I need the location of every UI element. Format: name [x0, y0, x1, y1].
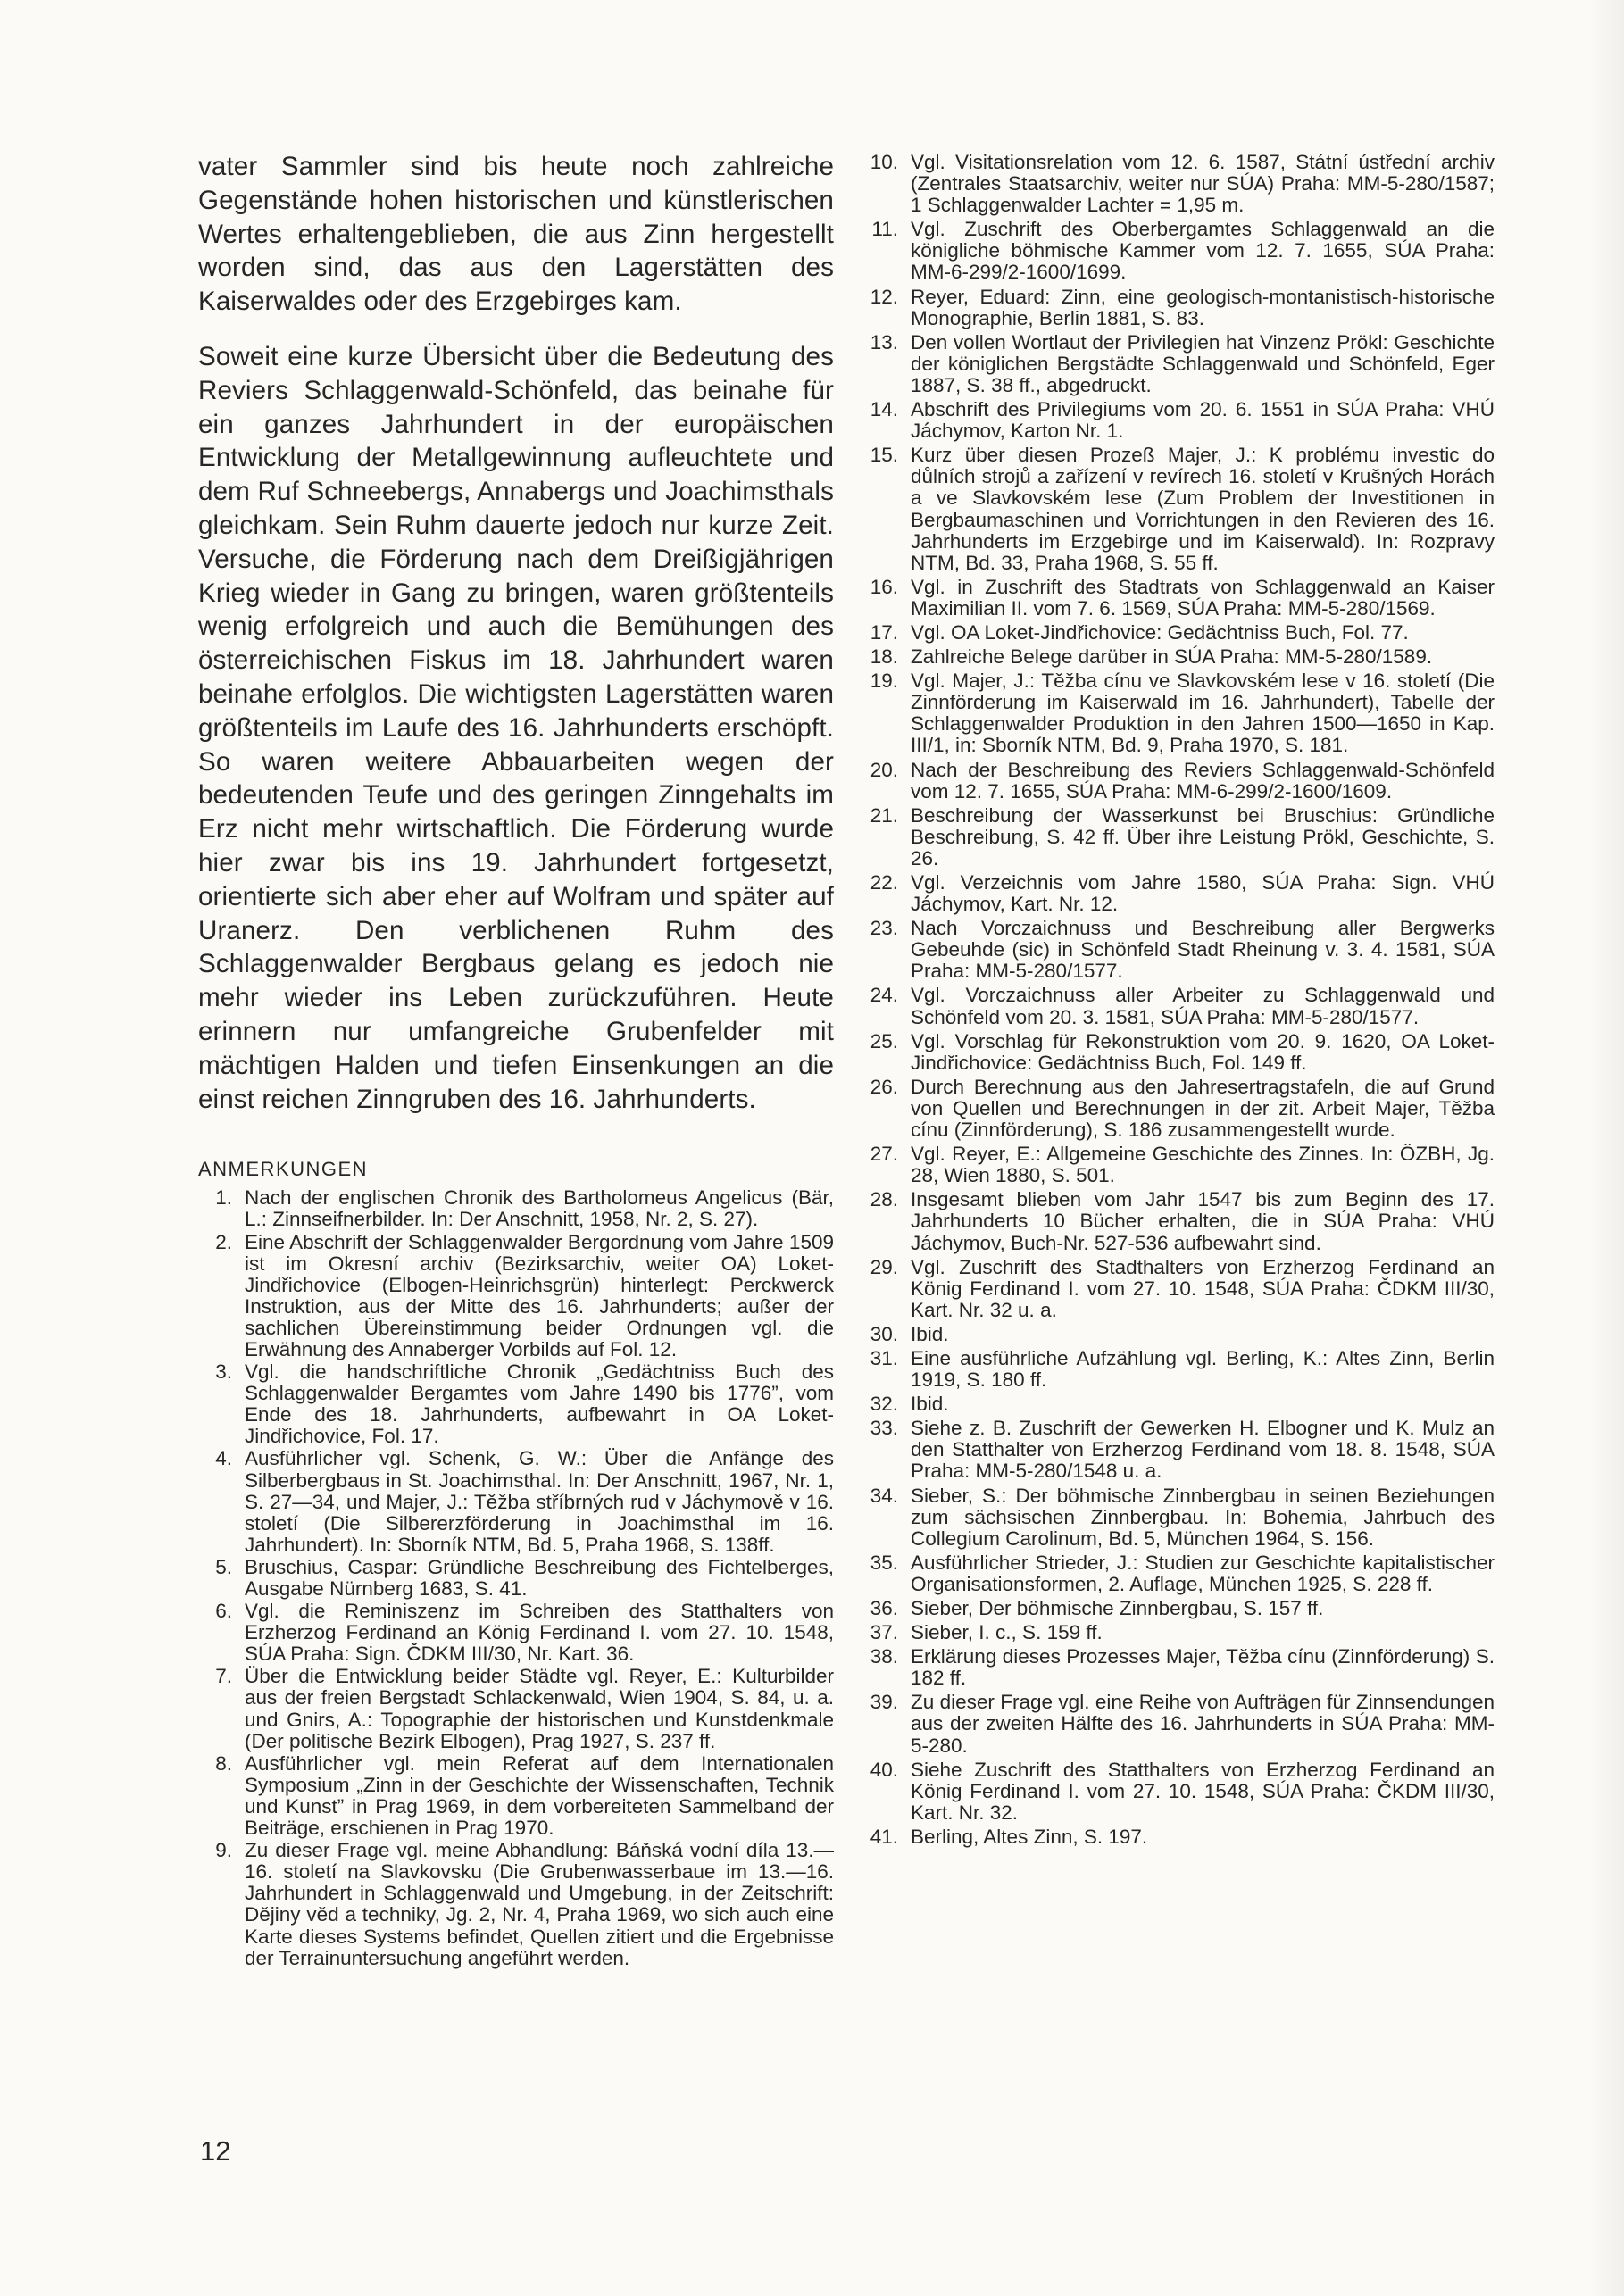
body-text: [198, 150, 834, 1116]
footnote-number: 15.: [870, 444, 898, 467]
footnote-text: Reyer, Eduard: Zinn, eine geologisch-montanistisch-historische Monographie, Berlin 1881, S. 83.: [911, 285, 1495, 329]
footnote-number: 39.: [870, 1691, 898, 1714]
footnote-text: Vgl. OA Loket-Jindřichovice: Gedächtniss Buch, Fol. 77.: [911, 620, 1409, 644]
footnote-text: Eine Abschrift der Schlaggenwalder Bergordnung vom Jahre 1509 ist im Okresní archiv (Bezirksarchiv, weiter OA) Loket-Jindřichovice (Elbogen-Heinrichsgrün) hinterlegt: Perckwerck Instruktion, aus der Mitte des 16. Jahrhunderts; außer der sachlichen Übereinstimmung beider Ordnungen vgl. die Erwähnung des Annaberger Vorbilds auf Fol. 12.: [245, 1230, 834, 1360]
footnote-number: 20.: [870, 758, 898, 781]
footnote-text: Ibid.: [911, 1393, 949, 1416]
footnote-number: 34.: [870, 1484, 898, 1507]
footnote-item: [859, 1622, 1495, 1643]
footnote-number: 2.: [215, 1230, 232, 1253]
footnote-number: 38.: [870, 1645, 898, 1668]
footnote-item: [859, 1189, 1495, 1253]
footnote-item: [198, 1361, 834, 1447]
footnote-item: [859, 1692, 1495, 1756]
footnote-item: [859, 1257, 1495, 1321]
footnote-number: 31.: [870, 1346, 898, 1369]
footnote-text: Vgl. Reyer, E.: Allgemeine Geschichte des Zinnes. In: ÖZBH, Jg. 28, Wien 1880, S. 501.: [911, 1143, 1495, 1187]
footnote-text: Erklärung dieses Prozesses Majer, Těžba cínu (Zinnförderung) S. 182 ff.: [911, 1645, 1495, 1690]
footnote-text: Kurz über diesen Prozeß Majer, J.: K problému investic do důlních strojů a zařízení v revírech 16. století v Krušných Horách a ve Slavkovském lese (Zum Problem der Investitionen in Bergbaumaschinen und Vorrichtungen in den Revieren des 16. Jahrhunderts im Erzgebirge und im Kaiserwald). In: Rozpravy NTM, Bd. 33, Praha 1968, S. 55 ff.: [911, 444, 1495, 574]
footnote-item: [859, 332, 1495, 396]
footnote-number: 1.: [215, 1186, 232, 1210]
footnote-number: 29.: [870, 1255, 898, 1278]
footnote-item: [859, 918, 1495, 982]
footnote-item: [198, 1557, 834, 1600]
footnote-item: [859, 622, 1495, 644]
footnote-number: 3.: [215, 1360, 232, 1384]
footnote-text: Insgesamt blieben vom Jahr 1547 bis zum Beginn des 17. Jahrhunderts 10 Bücher erhalten, die in SÚA Praha: VHÚ Jáchymov, Buch-Nr. 527-536 aufbewahrt sind.: [911, 1188, 1495, 1254]
footnote-item: [859, 985, 1495, 1027]
footnote-number: 18.: [870, 645, 898, 669]
footnote-item: [859, 805, 1495, 869]
footnote-text: Vgl. Zuschrift des Oberbergamtes Schlaggenwald an die königliche böhmische Kammer vom 12. 7. 1655, SÚA Praha: MM-6-299/2-1600/1699.: [911, 218, 1495, 284]
footnote-text: Nach Vorczaichnuss und Beschreibung aller Bergwerks Gebeuhde (sic) in Schönfeld Stadt Rheinung v. 3. 4. 1581, SÚA Praha: MM-5-280/1577.: [911, 917, 1495, 983]
footnote-number: 21.: [870, 803, 898, 827]
footnote-item: [859, 287, 1495, 329]
footnote-text: Abschrift des Privilegiums vom 20. 6. 1551 in SÚA Praha: VHÚ Jáchymov, Karton Nr. 1.: [911, 398, 1495, 443]
footnote-item: [198, 1232, 834, 1361]
footnote-text: Zahlreiche Belege darüber in SÚA Praha: MM-5-280/1589.: [911, 645, 1433, 669]
footnote-text: Eine ausführliche Aufzählung vgl. Berling, K.: Altes Zinn, Berlin 1919, S. 180 ff.: [911, 1346, 1495, 1392]
notes-list-right: [859, 152, 1495, 1848]
footnote-number: 4.: [215, 1447, 232, 1470]
footnote-item: [859, 1646, 1495, 1689]
footnote-number: 14.: [870, 398, 898, 421]
footnote-number: 8.: [215, 1751, 232, 1775]
footnote-number: 17.: [870, 620, 898, 644]
footnote-number: 28.: [870, 1188, 898, 1211]
footnote-text: Vgl. Vorschlag für Rekonstruktion vom 20. 9. 1620, OA Loket-Jindřichovice: Gedächtniss Buch, Fol. 149 ff.: [911, 1029, 1495, 1074]
footnote-item: [198, 1840, 834, 1969]
footnote-number: 13.: [870, 330, 898, 354]
footnote-text: Ausführlicher Strieder, J.: Studien zur Geschichte kapitalistischer Organisationsformen, 2. Auflage, München 1925, S. 228 ff.: [911, 1551, 1495, 1595]
footnote-item: [859, 872, 1495, 915]
footnote-number: 36.: [870, 1597, 898, 1619]
footnote-number: 33.: [870, 1417, 898, 1440]
footnote-text: Vgl. Majer, J.: Těžba cínu ve Slavkovském lese v 16. století (Die Zinnförderung im Kaiserwald im 16. Jahrhundert), Tabelle der Schlaggenwalder Produktion in den Jahren 1500—1650 in Kap. III/1, in: Sborník NTM, Bd. 9, Praha 1970, S. 181.: [911, 670, 1495, 757]
footnote-text: Ibid.: [911, 1322, 949, 1345]
notes-list-left: [198, 1187, 834, 1968]
footnote-item: [859, 1826, 1495, 1848]
footnote-item: [859, 219, 1495, 283]
footnote-item: [859, 152, 1495, 216]
footnote-number: 10.: [870, 151, 898, 173]
footnote-item: [859, 1598, 1495, 1619]
footnote-item: [198, 1187, 834, 1230]
footnote-text: Sieber, S.: Der böhmische Zinnbergbau in seinen Beziehungen zum sächsischen Zinnbergbau. In: Bohemia, Jahrbuch des Collegium Carolinum, Bd. 5, München 1964, S. 156.: [911, 1484, 1495, 1550]
page-number: 12: [200, 2135, 231, 2167]
footnote-number: 5.: [215, 1555, 232, 1578]
left-column: [198, 150, 834, 1970]
footnote-item: [859, 646, 1495, 668]
footnote-text: Ausführlicher vgl. mein Referat auf dem Internationalen Symposium „Zinn in der Geschichte der Wissenschaften, Technik und Kunst” in Prag 1969, in dem vorbereiteten Sammelband der Beiträge, erschienen in Prag 1970.: [245, 1751, 834, 1840]
footnote-text: Vgl. Verzeichnis vom Jahre 1580, SÚA Praha: Sign. VHÚ Jáchymov, Kart. Nr. 12.: [911, 871, 1495, 916]
footnote-text: Berling, Altes Zinn, S. 197.: [911, 1825, 1148, 1848]
footnote-item: [859, 399, 1495, 442]
footnote-text: Zu dieser Frage vgl. meine Abhandlung: Báňská vodní díla 13.—16. století na Slavkovsku (Die Grubenwasserbaue im 13.—16. Jahrhundert in Schlaggenwald und Umgebung, in der Zeitschrift: Dějiny věd a techniky, Jg. 2, Nr. 4, Praha 1969, wo sich auch eine Karte dieses Systems befindet, Quellen zitiert und die Ergebnisse der Terrainuntersuchung angeführt werden.: [245, 1839, 834, 1969]
footnote-text: Durch Berechnung aus den Jahresertragstafeln, die auf Grund von Quellen und Berechnungen in der zit. Arbeit Majer, Těžba cínu (Zinnförderung), S. 186 zusammengestellt wurde.: [911, 1075, 1495, 1142]
footnote-number: 7.: [215, 1665, 232, 1688]
footnote-number: 30.: [870, 1322, 898, 1345]
footnote-text: Vgl. Visitationsrelation vom 12. 6. 1587, Státní ústřední archiv (Zentrales Staatsarchiv, weiter nur SÚA) Praha: MM-5-280/1587; 1 Schlaggenwalder Lachter = 1,95 m.: [911, 151, 1495, 217]
footnote-item: [198, 1666, 834, 1751]
footnote-number: 35.: [870, 1551, 898, 1574]
right-column: [859, 152, 1495, 1851]
footnote-number: 12.: [870, 285, 898, 308]
footnote-number: 19.: [870, 670, 898, 693]
footnote-number: 16.: [870, 575, 898, 598]
footnote-text: Ausführlicher vgl. Schenk, G. W.: Über die Anfänge des Silberbergbaus in St. Joachimsthal. In: Der Anschnitt, 1967, Nr. 1, S. 27—34, und Majer, J.: Těžba stříbrných rud v Jáchymově v 16. století (Die Silbererzförderung in Joachimsthal im 16. Jahrhundert). In: Sborník NTM, Bd. 5, Praha 1968, S. 138ff.: [245, 1447, 834, 1556]
footnote-number: 37.: [870, 1621, 898, 1644]
footnote-number: 6.: [215, 1600, 232, 1623]
footnote-text: Siehe Zuschrift des Statthalters von Erzherzog Ferdinand an König Ferdinand I. vom 27. 10. 1548, SÚA Praha: ČKDM III/30, Kart. Nr. 32.: [911, 1758, 1495, 1824]
footnote-number: 9.: [215, 1839, 232, 1862]
footnote-item: [859, 445, 1495, 574]
footnote-number: 26.: [870, 1075, 898, 1098]
anmerkungen-heading: ANMERKUNGEN: [198, 1158, 369, 1181]
footnote-item: [198, 1448, 834, 1555]
footnote-text: Über die Entwicklung beider Städte vgl. Reyer, E.: Kulturbilder aus der freien Bergstadt Schlackenwald, Wien 1904, S. 84, u. a. und Gnirs, A.: Topographie der historischen und Kunstdenkmale (Der politische Bezirk Elbogen), Prag 1927, S. 237 ff.: [245, 1665, 834, 1752]
footnote-item: [859, 1144, 1495, 1186]
body-paragraph-1: vater Sammler sind bis heute noch zahlreiche Gegenstände hohen historischen und künstlerischen Wertes erhaltengeblieben, die aus Zinn hergestellt worden sind, das aus den Lagerstätten des Kaiserwaldes oder des Erzgebirges kam.: [198, 152, 834, 317]
footnote-text: Bruschius, Caspar: Gründliche Beschreibung des Fichtelberges, Ausgabe Nürnberg 1683, S. 41.: [245, 1555, 834, 1600]
footnote-item: [859, 1552, 1495, 1595]
footnote-item: [859, 1348, 1495, 1391]
page-edge-shadow: [1588, 0, 1624, 2296]
body-paragraph-2: Soweit eine kurze Übersicht über die Bedeutung des Reviers Schlaggenwald-Schönfeld, das beinahe für ein ganzes Jahrhundert in der europäischen Entwicklung der Metallgewinnung aufleuchtete und dem Ruf Schneebergs, Annabergs und Joachimsthals gleichkam. Sein Ruhm dauerte jedoch nur kurze Zeit. Versuche, die Förderung nach dem Dreißigjährigen Krieg wieder in Gang zu bringen, waren größtenteils wenig erfolgreich und auch die Bemühungen des österreichischen Fiskus im 18. Jahrhundert waren beinahe erfolglos. Die wichtigsten Lagerstätten waren größtenteils im Laufe des 16. Jahrhunderts erschöpft. So waren weitere Abbauarbeiten wegen der bedeutenden Teufe und des geringen Zinngehalts im Erz nicht mehr wirtschaftlich. Die Förderung wurde hier zwar bis ins 19. Jahrhundert fortgesetzt, orientierte sich aber eher auf Wolfram und später auf Uranerz. Den verblichenen Ruhm des Schlaggenwalder Bergbaus gelang es jedoch nie mehr wieder ins Leben zurückzuführen. Heute erinnern nur umfangreiche Grubenfelder mit mächtigen Halden und tiefen Einsenkungen an die einst reichen Zinngruben des 16. Jahrhunderts.: [198, 341, 834, 1114]
footnote-text: Nach der englischen Chronik des Bartholomeus Angelicus (Bär, L.: Zinnseifnerbilder. In: Der Anschnitt, 1958, Nr. 2, S. 27).: [245, 1186, 834, 1231]
footnote-item: [859, 1759, 1495, 1824]
footnote-item: [859, 760, 1495, 803]
footnote-text: Beschreibung der Wasserkunst bei Bruschius: Gründliche Beschreibung, S. 42 ff. Über ihre Leistung Prökl, Geschichte, S. 26.: [911, 803, 1495, 869]
footnote-item: [859, 1485, 1495, 1550]
footnote-text: Vgl. die Reminiszenz im Schreiben des Statthalters von Erzherzog Ferdinand an König Ferdinand I. vom 27. 10. 1548, SÚA Praha: Sign. ČDKM III/30, Nr. Kart. 36.: [245, 1600, 834, 1666]
footnote-text: Vgl. Zuschrift des Stadthalters von Erzherzog Ferdinand an König Ferdinand I. vom 27. 10. 1548, SÚA Praha: ČDKM III/30, Kart. Nr. 32 u. a.: [911, 1255, 1495, 1321]
footnote-number: 22.: [870, 871, 898, 894]
footnote-number: 41.: [870, 1825, 898, 1848]
footnote-item: [198, 1753, 834, 1839]
footnote-number: 40.: [870, 1758, 898, 1781]
footnote-item: [859, 1077, 1495, 1141]
footnote-item: [859, 670, 1495, 756]
footnote-number: 25.: [870, 1029, 898, 1052]
footnote-number: 24.: [870, 984, 898, 1007]
footnote-item: [859, 1031, 1495, 1074]
footnote-text: Vgl. die handschriftliche Chronik „Gedächtniss Buch des Schlaggenwalder Bergamtes vom Jahre 1490 bis 1776”, vom Ende des 18. Jahrhunderts, aufbewahrt in OA Loket-Jindřichovice, Fol. 17.: [245, 1360, 834, 1448]
footnote-item: [859, 1324, 1495, 1345]
footnote-item: [198, 1601, 834, 1665]
footnote-text: Vgl. in Zuschrift des Stadtrats von Schlaggenwald an Kaiser Maximilian II. vom 7. 6. 1569, SÚA Praha: MM-5-280/1569.: [911, 575, 1495, 620]
footnote-number: 11.: [871, 218, 898, 241]
footnote-text: Sieber, Der böhmische Zinnbergbau, S. 157 ff.: [911, 1597, 1324, 1619]
footnote-text: Siehe z. B. Zuschrift der Gewerken H. Elbogner und K. Mulz an den Statthalter von Erzherzog Ferdinand vom 18. 8. 1548, SÚA Praha: MM-5-280/1548 u. a.: [911, 1417, 1495, 1483]
footnote-number: 23.: [870, 917, 898, 940]
footnote-text: Zu dieser Frage vgl. eine Reihe von Aufträgen für Zinnsendungen aus der zweiten Hälfte des 16. Jahrhunderts in SÚA Praha: MM-5-280.: [911, 1691, 1495, 1757]
footnote-text: Nach der Beschreibung des Reviers Schlaggenwald-Schönfeld vom 12. 7. 1655, SÚA Praha: MM-6-299/2-1600/1609.: [911, 758, 1495, 803]
footnote-item: [859, 1418, 1495, 1482]
footnote-text: Sieber, I. c., S. 159 ff.: [911, 1621, 1103, 1644]
footnote-number: 32.: [870, 1393, 898, 1416]
footnote-text: Den vollen Wortlaut der Privilegien hat Vinzenz Prökl: Geschichte der königlichen Bergstädte Schlaggenwald und Schönfeld, Eger 1887, S. 38 ff., abgedruckt.: [911, 330, 1495, 396]
footnote-item: [859, 577, 1495, 620]
footnote-text: Vgl. Vorczaichnuss aller Arbeiter zu Schlaggenwald und Schönfeld vom 20. 3. 1581, SÚA Praha: MM-5-280/1577.: [911, 984, 1495, 1028]
footnote-number: 27.: [870, 1143, 898, 1166]
footnote-item: [859, 1393, 1495, 1415]
